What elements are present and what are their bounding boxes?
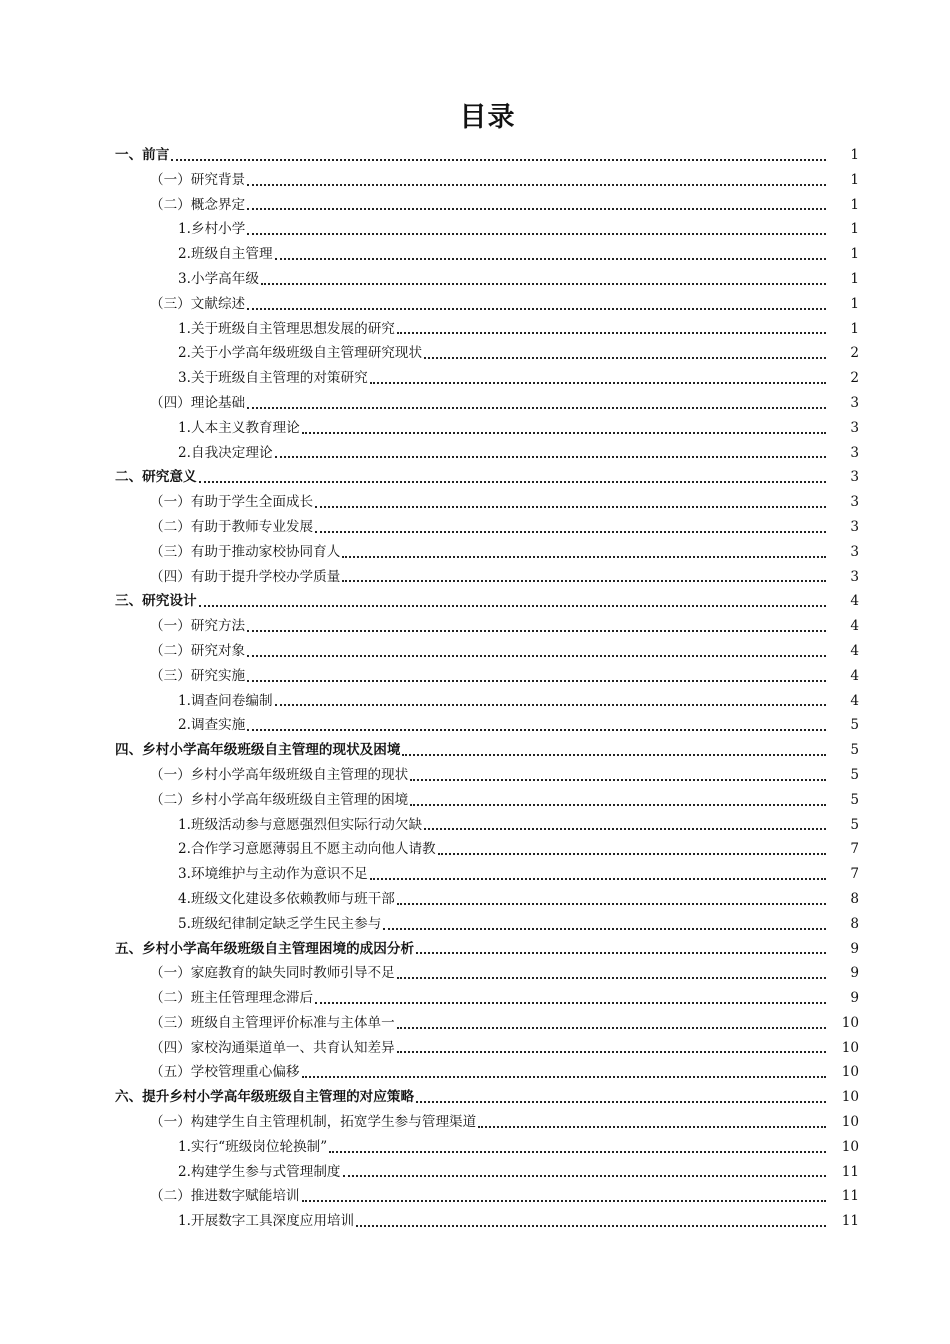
toc-entry-page-number: 8 [850, 890, 859, 907]
toc-entry-title: 5.班级纪律制定缺乏学生民主参与 [178, 915, 382, 932]
toc-entry-title: （一）构建学生自主管理机制，拓宽学生参与管理渠道 [150, 1114, 477, 1131]
toc-entry[interactable] [0, 416, 950, 441]
toc-entry[interactable] [0, 837, 950, 862]
toc-entry[interactable] [0, 937, 950, 962]
dot-leader [315, 515, 826, 540]
toc-entry-page-number: 1 [850, 147, 859, 163]
dot-leader [370, 366, 826, 391]
toc-entry[interactable] [0, 887, 950, 912]
dot-leader [247, 391, 826, 416]
toc-entry-title: 1.调查问卷编制 [178, 692, 273, 709]
toc-entry[interactable] [0, 788, 950, 813]
toc-entry-title: （一）研究背景 [150, 171, 246, 188]
toc-entry-title: 四、乡村小学高年级班级自主管理的现状及困境 [115, 742, 401, 759]
toc-entry[interactable] [0, 366, 950, 391]
toc-entry-page-number: 10 [841, 1114, 859, 1131]
toc-entry-page-number: 4 [850, 593, 859, 610]
toc-entry-title: （二）乡村小学高年级班级自主管理的困境 [150, 791, 409, 808]
dot-leader [247, 614, 826, 639]
dot-leader [370, 862, 826, 887]
toc-entry[interactable] [0, 1160, 950, 1185]
toc-entry-page-number: 1 [850, 295, 859, 312]
toc-entry[interactable] [0, 465, 950, 490]
toc-entry-title: （三）研究实施 [150, 667, 246, 684]
toc-entry-title: （四）有助于提升学校办学质量 [150, 568, 341, 585]
dot-leader [302, 1184, 826, 1209]
toc-entry[interactable] [0, 441, 950, 466]
toc-entry[interactable] [0, 1060, 950, 1085]
toc-entry-title: （三）班级自主管理评价标准与主体单一 [150, 1014, 395, 1031]
dot-leader [397, 317, 826, 342]
toc-entry[interactable] [0, 391, 950, 416]
toc-entry-title: （四）家校沟通渠道单一、共育认知差异 [150, 1039, 395, 1056]
toc-entry-title: 三、研究设计 [115, 593, 197, 610]
toc-entry[interactable] [0, 813, 950, 838]
toc-entry-title: （四）理论基础 [150, 394, 246, 411]
toc-entry[interactable] [0, 1036, 950, 1061]
toc-entry-page-number: 5 [850, 742, 859, 759]
toc-entry-page-number: 3 [850, 543, 859, 560]
toc-entry-page-number: 1 [850, 320, 859, 337]
dot-leader [397, 1011, 826, 1036]
dot-leader [438, 837, 826, 862]
toc-entry-title: 1.乡村小学 [178, 221, 246, 238]
toc-entry[interactable] [0, 1209, 950, 1234]
dot-leader [342, 540, 826, 565]
toc-entry-page-number: 5 [850, 816, 859, 833]
toc-entry-title: （一）研究方法 [150, 618, 246, 635]
dot-leader [397, 1036, 826, 1061]
toc-entry[interactable] [0, 267, 950, 292]
dot-leader [275, 689, 826, 714]
dot-leader [478, 1110, 826, 1135]
toc-entry[interactable] [0, 639, 950, 664]
toc-entry-title: （一）家庭教育的缺失同时教师引导不足 [150, 965, 395, 982]
toc-entry-page-number: 10 [841, 1039, 859, 1056]
toc-entry-page-number: 5 [850, 766, 859, 783]
toc-entry-page-number: 11 [841, 1163, 859, 1180]
dot-leader [275, 242, 826, 267]
dot-leader [315, 986, 826, 1011]
toc-entry-title: 二、研究意义 [115, 469, 197, 486]
toc-entry-page-number: 8 [850, 915, 859, 932]
dot-leader [199, 589, 826, 614]
table-of-contents [0, 143, 950, 1234]
toc-entry-title: （二）研究对象 [150, 642, 246, 659]
toc-entry[interactable] [0, 341, 950, 366]
toc-entry[interactable] [0, 986, 950, 1011]
dot-leader [247, 639, 826, 664]
toc-entry-title: 六、提升乡村小学高年级班级自主管理的对应策略 [115, 1089, 415, 1106]
toc-entry-title: 4.班级文化建设多依赖教师与班干部 [178, 890, 395, 907]
toc-entry-page-number: 10 [841, 1014, 859, 1031]
toc-entry-title: （二）班主任管理理念滞后 [150, 990, 314, 1007]
dot-leader [199, 465, 826, 490]
toc-entry[interactable] [0, 1110, 950, 1135]
dot-leader [383, 912, 826, 937]
toc-entry-title: 五、乡村小学高年级班级自主管理困境的成因分析 [115, 940, 415, 957]
toc-entry[interactable] [0, 565, 950, 590]
toc-entry[interactable] [0, 217, 950, 242]
toc-entry-page-number: 1 [850, 270, 859, 287]
toc-entry-page-number: 3 [850, 394, 859, 411]
toc-entry[interactable] [0, 1184, 950, 1209]
toc-entry[interactable] [0, 961, 950, 986]
toc-entry[interactable] [0, 317, 950, 342]
toc-entry-page-number: 1 [850, 221, 859, 238]
toc-entry-page-number: 1 [850, 171, 859, 188]
toc-entry-page-number: 10 [841, 1138, 859, 1155]
toc-entry-title: 1.关于班级自主管理思想发展的研究 [178, 320, 395, 337]
dot-leader [410, 763, 826, 788]
toc-entry[interactable] [0, 292, 950, 317]
toc-entry-title: 3.环境维护与主动作为意识不足 [178, 866, 368, 883]
toc-entry-title: （一）乡村小学高年级班级自主管理的现状 [150, 766, 409, 783]
toc-entry-title: 2.班级自主管理 [178, 246, 273, 263]
dot-leader [302, 1060, 826, 1085]
toc-entry[interactable] [0, 193, 950, 218]
dot-leader [424, 813, 826, 838]
toc-entry-page-number: 11 [841, 1213, 859, 1230]
toc-entry-page-number: 2 [850, 370, 859, 387]
toc-entry-page-number: 11 [841, 1188, 859, 1205]
dot-leader [315, 490, 826, 515]
toc-entry[interactable] [0, 862, 950, 887]
toc-entry-page-number: 1 [850, 196, 859, 213]
dot-leader [247, 217, 826, 242]
dot-leader [397, 887, 826, 912]
toc-entry-page-number: 7 [850, 841, 859, 858]
toc-entry[interactable] [0, 143, 950, 168]
toc-entry-title: 一、前言 [115, 147, 170, 163]
toc-entry-title: 1.班级活动参与意愿强烈但实际行动欠缺 [178, 816, 423, 833]
toc-entry-title: （一）有助于学生全面成长 [150, 494, 314, 511]
dot-leader [402, 738, 826, 763]
dot-leader [416, 1085, 826, 1110]
toc-entry-title: 1.实行“班级岗位轮换制” [178, 1138, 328, 1155]
page-title: 目录 [459, 102, 516, 133]
dot-leader [247, 168, 826, 193]
toc-entry[interactable] [0, 664, 950, 689]
dot-leader [343, 1160, 826, 1185]
toc-entry-title: （三）文献综述 [150, 295, 246, 312]
toc-entry[interactable] [0, 1135, 950, 1160]
toc-entry-title: （二）概念界定 [150, 196, 246, 213]
toc-entry-title: 3.小学高年级 [178, 270, 259, 287]
toc-entry-title: （五）学校管理重心偏移 [150, 1064, 300, 1081]
toc-entry[interactable] [0, 490, 950, 515]
dot-leader [329, 1135, 826, 1160]
toc-entry-page-number: 4 [850, 618, 859, 635]
dot-leader [247, 713, 826, 738]
toc-entry-page-number: 3 [850, 494, 859, 511]
toc-entry-page-number: 3 [850, 568, 859, 585]
dot-leader [247, 193, 826, 218]
toc-entry-page-number: 1 [850, 246, 859, 263]
dot-leader [410, 788, 826, 813]
toc-entry-page-number: 4 [850, 642, 859, 659]
toc-entry[interactable] [0, 168, 950, 193]
dot-leader [261, 267, 826, 292]
dot-leader [424, 341, 826, 366]
toc-entry-page-number: 10 [841, 1089, 859, 1106]
toc-entry-page-number: 10 [841, 1064, 859, 1081]
dot-leader [342, 565, 826, 590]
toc-entry-title: 2.调查实施 [178, 717, 246, 734]
dot-leader [247, 292, 826, 317]
toc-entry-title: 3.关于班级自主管理的对策研究 [178, 370, 368, 387]
toc-entry-title: 2.自我决定理论 [178, 444, 273, 461]
toc-entry-title: （三）有助于推动家校协同育人 [150, 543, 341, 560]
toc-entry[interactable] [0, 763, 950, 788]
toc-entry[interactable] [0, 540, 950, 565]
toc-entry-page-number: 5 [850, 791, 859, 808]
toc-entry[interactable] [0, 689, 950, 714]
dot-leader [416, 937, 826, 962]
toc-entry-page-number: 4 [850, 667, 859, 684]
toc-entry-page-number: 3 [850, 419, 859, 436]
toc-entry-page-number: 2 [850, 345, 859, 362]
dot-leader [275, 441, 826, 466]
toc-entry[interactable] [0, 242, 950, 267]
toc-entry[interactable] [0, 614, 950, 639]
toc-entry-page-number: 3 [850, 469, 859, 486]
dot-leader [397, 961, 826, 986]
toc-entry[interactable] [0, 515, 950, 540]
toc-entry[interactable] [0, 1085, 950, 1110]
toc-entry-title: （二）推进数字赋能培训 [150, 1188, 300, 1205]
toc-entry-title: 2.构建学生参与式管理制度 [178, 1163, 341, 1180]
toc-entry-title: 1.开展数字工具深度应用培训 [178, 1213, 355, 1230]
dot-leader [171, 143, 826, 168]
toc-entry-page-number: 9 [850, 940, 859, 957]
toc-entry-page-number: 5 [850, 717, 859, 734]
toc-entry-page-number: 9 [850, 965, 859, 982]
toc-entry-title: 2.关于小学高年级班级自主管理研究现状 [178, 345, 423, 362]
toc-entry-page-number: 4 [850, 692, 859, 709]
toc-entry-title: （二）有助于教师专业发展 [150, 518, 314, 535]
toc-entry[interactable] [0, 713, 950, 738]
toc-entry[interactable] [0, 589, 950, 614]
toc-entry-page-number: 3 [850, 444, 859, 461]
toc-entry-title: 1.人本主义教育理论 [178, 419, 300, 436]
toc-entry-page-number: 3 [850, 518, 859, 535]
toc-entry[interactable] [0, 1011, 950, 1036]
toc-entry[interactable] [0, 738, 950, 763]
toc-entry[interactable] [0, 912, 950, 937]
dot-leader [302, 416, 826, 441]
toc-entry-page-number: 9 [850, 990, 859, 1007]
dot-leader [356, 1209, 826, 1234]
toc-entry-page-number: 7 [850, 866, 859, 883]
toc-entry-title: 2.合作学习意愿薄弱且不愿主动向他人请教 [178, 841, 436, 858]
dot-leader [247, 664, 826, 689]
